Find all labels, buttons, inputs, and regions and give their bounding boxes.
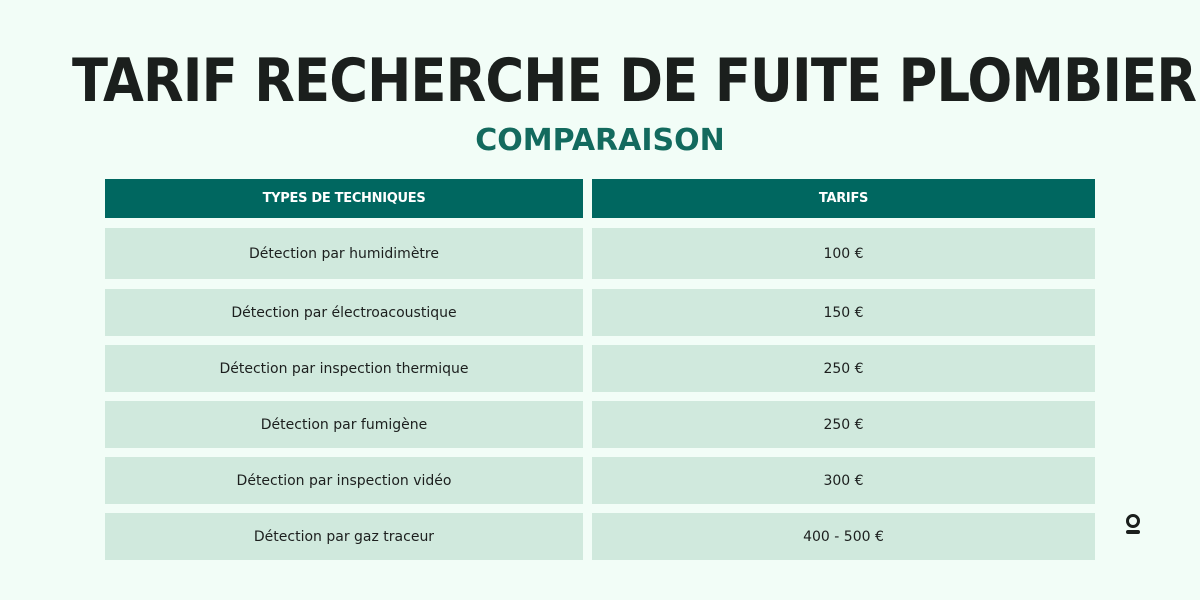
column-header-tarifs: TARIFS bbox=[592, 179, 1095, 218]
technique-cell: Détection par inspection vidéo bbox=[105, 457, 583, 504]
table-row bbox=[105, 345, 1095, 392]
technique-cell: Détection par gaz traceur bbox=[105, 513, 583, 560]
technique-cell: Détection par humidimètre bbox=[105, 228, 583, 279]
technique-cell: Détection par inspection thermique bbox=[105, 345, 583, 392]
tarif-cell: 250 € bbox=[592, 401, 1095, 448]
technique-cell: Détection par fumigène bbox=[105, 401, 583, 448]
tarif-cell: 300 € bbox=[592, 457, 1095, 504]
table-row bbox=[105, 457, 1095, 504]
technique-cell: Détection par électroacoustique bbox=[105, 289, 583, 336]
brand-logo-icon bbox=[1124, 513, 1142, 537]
column-header-techniques: TYPES DE TECHNIQUES bbox=[105, 179, 583, 218]
tarif-cell: 250 € bbox=[592, 345, 1095, 392]
tarif-cell: 400 - 500 € bbox=[592, 513, 1095, 560]
table-row bbox=[105, 228, 1095, 279]
table-row bbox=[105, 513, 1095, 560]
tarif-cell: 150 € bbox=[592, 289, 1095, 336]
table-row bbox=[105, 289, 1095, 336]
table-row bbox=[105, 401, 1095, 448]
page-title: TARIF RECHERCHE DE FUITE PLOMBIER bbox=[72, 46, 1197, 116]
tarif-cell: 100 € bbox=[592, 228, 1095, 279]
page-subtitle: COMPARAISON bbox=[475, 123, 725, 158]
price-table bbox=[105, 179, 1095, 560]
table-header-row bbox=[105, 179, 1095, 218]
